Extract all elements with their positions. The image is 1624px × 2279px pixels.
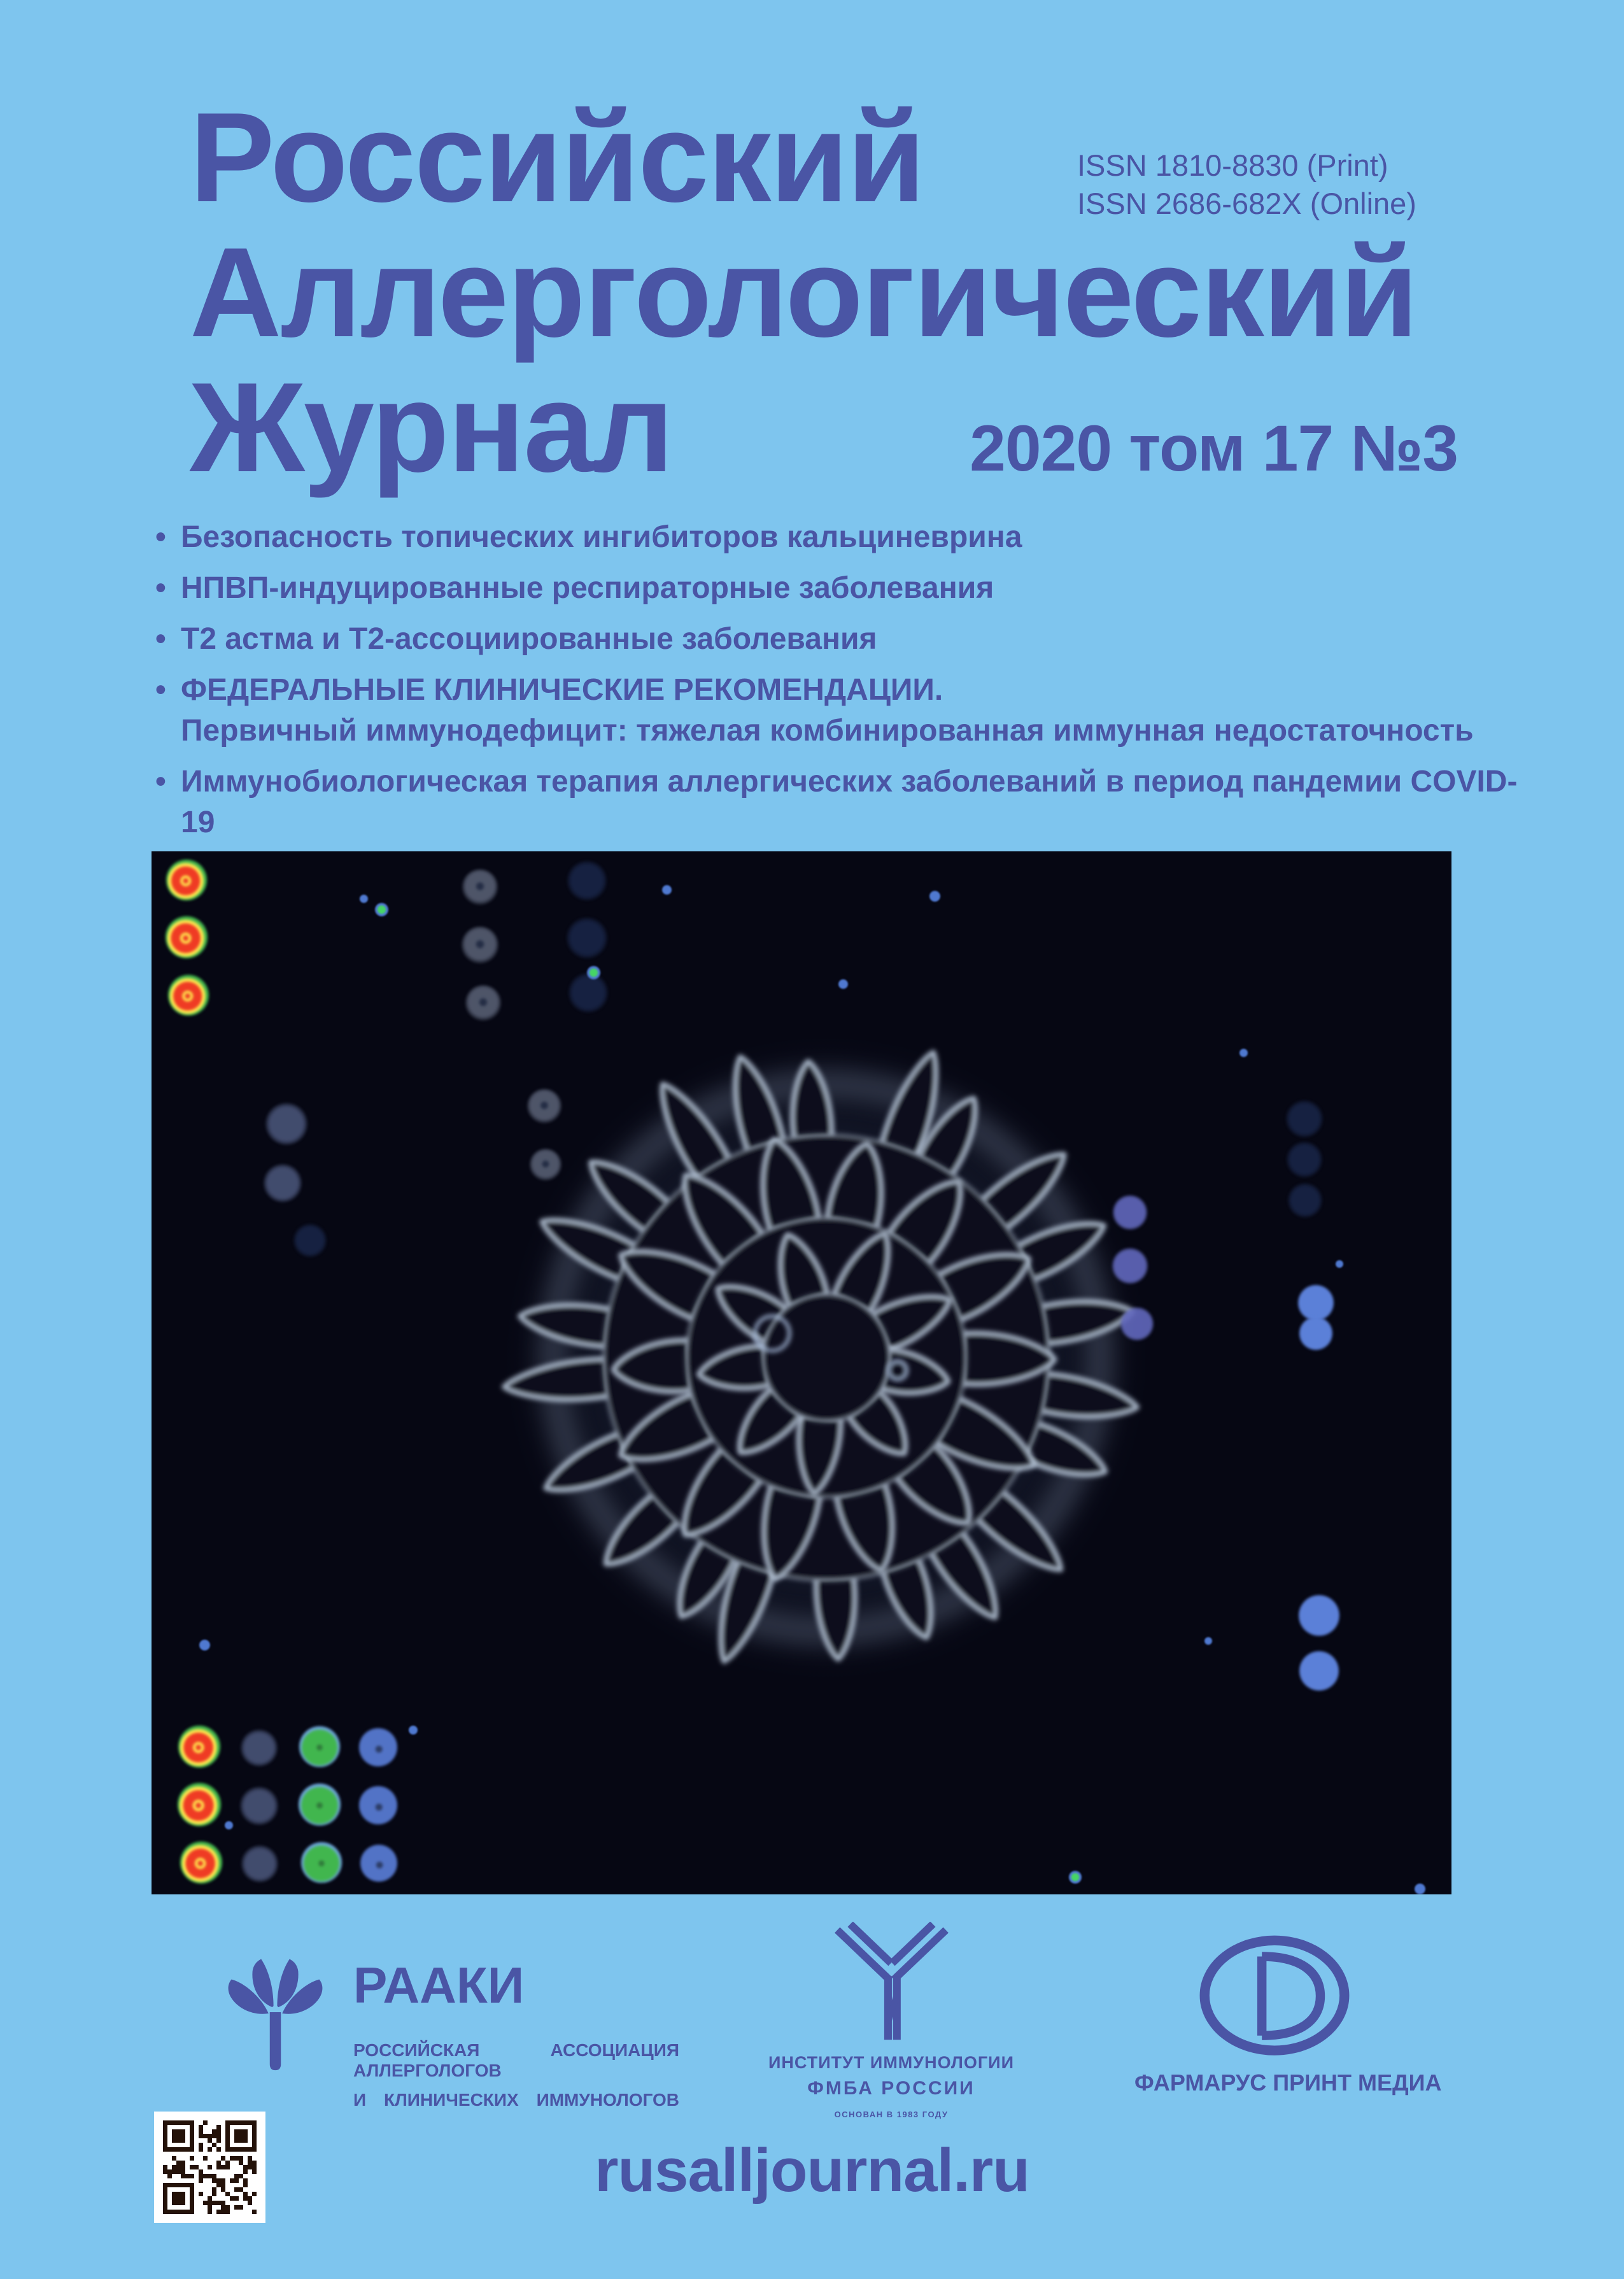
publisher-name: ФАРМАРУС ПРИНТ МЕДИА — [1134, 2070, 1442, 2096]
assay-dot-speck — [662, 885, 672, 895]
assay-dot-dim — [264, 1164, 302, 1202]
assay-dot-gray — [530, 1149, 561, 1181]
assay-dot-speck — [1204, 1637, 1212, 1645]
assay-dot-navy — [567, 861, 607, 900]
raaki-tree-icon — [223, 1947, 328, 2075]
raaki-abbreviation: РААКИ — [353, 1957, 525, 2013]
assay-dot-navy — [567, 918, 607, 958]
institute-founded-note: ОСНОВАН В 1983 ГОДУ — [834, 2110, 949, 2119]
assay-dot-purple — [1120, 1307, 1154, 1340]
highlight-item: • Иммунобиологическая терапия аллергических заболеваний в период пандемии COVID-19 — [153, 762, 1528, 843]
assay-dot-navy — [293, 1224, 327, 1257]
publisher-logo — [1134, 1933, 1442, 2096]
assay-dot-bright — [1299, 1651, 1339, 1691]
highlight-item: • Т2 астма и Т2-ассоциированные заболевания — [153, 619, 1528, 660]
institute-name-line-2: ФМБА РОССИИ — [807, 2078, 975, 2099]
assay-dot-speck — [1239, 1049, 1248, 1057]
journal-title-line-1: Российский — [190, 87, 924, 229]
publisher-monogram-icon — [1194, 1933, 1355, 2066]
raaki-logo — [223, 1947, 679, 2110]
assay-dot-green — [301, 1842, 342, 1883]
issn-block — [1077, 146, 1416, 223]
assay-dot-heatmap — [180, 1842, 222, 1884]
assay-dot-speck — [1336, 1260, 1343, 1268]
virus-micrograph — [476, 1007, 1176, 1708]
assay-dot-gray — [465, 985, 501, 1021]
institute-name-line-1: ИНСТИТУТ ИММУНОЛОГИИ — [768, 2053, 1014, 2072]
assay-dot-heatmap — [178, 1726, 220, 1768]
journal-title-line-3: Журнал — [190, 357, 673, 499]
assay-dot-purple — [1113, 1195, 1147, 1230]
assay-dot-speck — [199, 1640, 210, 1651]
assay-dot-speck — [360, 895, 368, 903]
assay-dot-speck — [838, 979, 848, 989]
assay-dot-navy — [1286, 1100, 1323, 1137]
assay-dot-dim — [240, 1787, 278, 1825]
assay-dot-gray — [462, 927, 498, 963]
issn-online: ISSN 2686-682X (Online) — [1077, 187, 1416, 220]
assay-dot-gray — [527, 1089, 561, 1123]
assay-dot-green — [299, 1784, 341, 1826]
assay-dot-heatmap — [178, 1783, 221, 1826]
raaki-subtitle-2: И КЛИНИЧЕСКИХ ИММУНОЛОГОВ — [353, 2090, 679, 2110]
highlight-item: • ФЕДЕРАЛЬНЫЕ КЛИНИЧЕСКИЕ РЕКОМЕНДАЦИИ. Первичный иммунодефицит: тяжелая комбинированная иммунная недостаточность — [153, 670, 1528, 751]
assay-dot-speck — [929, 891, 940, 902]
institute-logo — [758, 1922, 1025, 2119]
assay-dot-speckgreen — [1069, 1871, 1082, 1884]
assay-dot-gray — [462, 869, 498, 905]
assay-dot-speck — [1415, 1884, 1425, 1894]
assay-dot-green — [299, 1726, 340, 1767]
assay-dot-blue — [360, 1845, 397, 1882]
journal-title-line-2: Аллергологический — [190, 222, 1417, 364]
assay-dot-navy — [1288, 1183, 1322, 1218]
highlight-item: • Безопасность топических ингибиторов кальциневрина — [153, 517, 1528, 558]
assay-dot-navy — [1287, 1142, 1322, 1177]
assay-dot-purple — [1112, 1248, 1148, 1284]
assay-dot-bright — [1298, 1285, 1334, 1321]
assay-dot-dim — [241, 1729, 278, 1766]
website-url: rusalljournal.ru — [595, 2136, 1029, 2204]
assay-dot-dim — [241, 1845, 278, 1882]
issn-print: ISSN 1810-8830 (Print) — [1077, 148, 1388, 182]
highlight-item: • НПВП-индуцированные респираторные заболевания — [153, 568, 1528, 609]
assay-dot-blue — [359, 1728, 397, 1766]
raaki-subtitle-1: РОССИЙСКАЯ АССОЦИАЦИЯ АЛЛЕРГОЛОГОВ — [353, 2040, 679, 2080]
assay-dot-bright — [1299, 1317, 1332, 1350]
assay-dot-navy — [568, 973, 608, 1012]
assay-dot-speckgreen — [375, 903, 388, 916]
highlights-list — [153, 517, 1528, 904]
assay-dot-heatmap — [166, 860, 207, 900]
assay-dot-blue — [359, 1786, 397, 1824]
assay-dot-heatmap — [168, 975, 209, 1016]
assay-dot-bright — [1299, 1595, 1339, 1636]
assay-dot-speckgreen — [587, 966, 600, 979]
assay-dot-speck — [409, 1726, 418, 1735]
assay-dot-dim — [265, 1103, 307, 1145]
antibody-symbol-icon — [826, 1922, 957, 2043]
micrograph-panel — [152, 851, 1451, 1894]
assay-dot-heatmap — [166, 916, 208, 958]
assay-dot-speck — [225, 1821, 233, 1829]
volume-issue: 2020 том 17 №3 — [970, 412, 1458, 485]
